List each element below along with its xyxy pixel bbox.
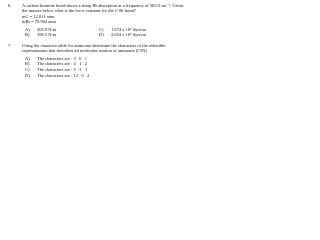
given-masses [22,14,192,25]
choice-text: The characters are : 3 0 1 [37,55,87,61]
choice-a[interactable] [25,27,99,32]
choice-text: 196.5 N/m [37,32,57,38]
question-stem: Using the character table for ammonia determine the characters of the reducible representation that describes all molecular motion of ammonia (Γ3N) [22,43,166,54]
choice-label: C) [25,67,30,73]
question-7 [8,43,192,78]
answer-choices [25,56,192,79]
question-stem: A carbon-bromine bond shows a sharp IR absorption at a frequency of 563.0 cm⁻¹. Given the masses below what is the force constant for the C-Br bond? [22,3,184,14]
answer-choices [25,27,192,38]
choice-label: D) [99,32,104,38]
question-number: 6. [8,3,12,8]
choice-c[interactable] [25,67,175,72]
choice-a[interactable] [25,56,175,61]
question-6 [8,3,192,38]
choice-text: The characters are : 12 0 2 [37,72,90,78]
choice-text: The characters are : 5 -1 1 [37,67,88,73]
choice-label: A) [25,26,30,32]
question-number: 7. [8,43,12,48]
mass-carbon: mC = 12.011 amu [22,14,55,20]
choice-d[interactable] [25,73,175,78]
choice-text: 2.654 x 10⁶ dyn/cm [111,32,147,38]
choice-b[interactable] [25,61,175,66]
choice-label: D) [25,72,30,78]
choice-label: B) [25,32,30,38]
choice-b[interactable] [25,32,99,37]
choice-d[interactable] [99,32,189,37]
choice-text: 1.674 x 10⁶ dyn/cm [111,26,147,32]
choice-text: The characters are : 4 1 2 [37,61,87,67]
choice-label: C) [99,26,104,32]
mass-bromine: mBr = 79.904 amu [22,19,57,25]
choice-c[interactable] [99,27,189,32]
choice-label: B) [25,61,30,67]
choice-text: 205.8 N/m [37,26,57,32]
choice-label: A) [25,55,30,61]
